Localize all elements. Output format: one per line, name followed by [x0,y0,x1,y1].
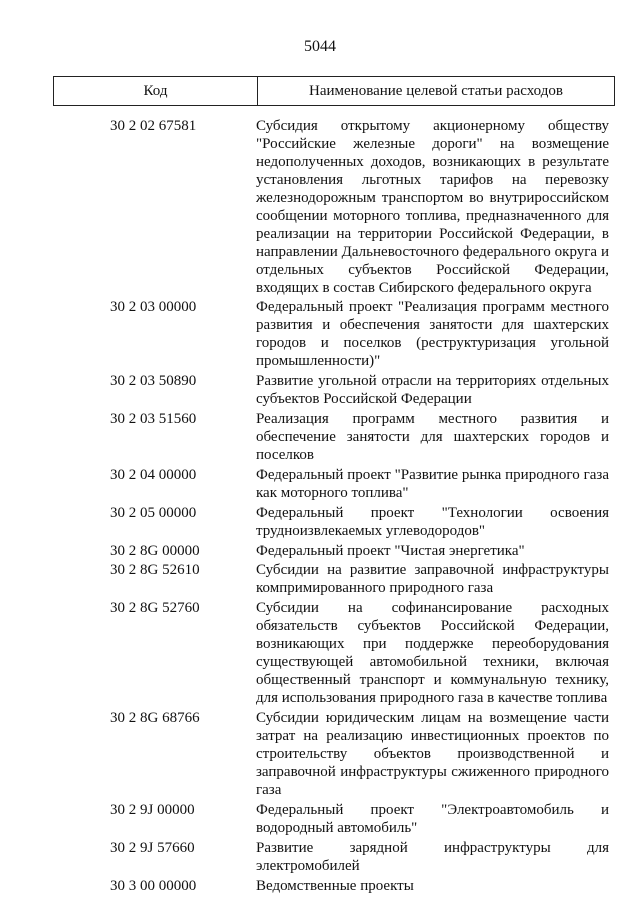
table-row [53,709,615,799]
table-row [53,877,615,895]
row-name: Федеральный проект "Чистая энергетика" [256,543,525,559]
row-code: 30 3 00 00000 [110,878,197,894]
row-code: 30 2 8G 52610 [110,562,200,578]
row-code: 30 2 8G 00000 [110,543,200,559]
table-row [53,801,615,837]
row-code: 30 2 05 00000 [110,505,197,521]
row-name: Федеральный проект "Развитие рынка природного газа как моторного топлива" [256,467,609,501]
page-number: 5044 [304,38,336,55]
table-row [53,839,615,875]
table-row [53,410,615,464]
row-name: Федеральный проект "Технологии освоения трудноизвлекаемых углеводородов" [256,505,609,539]
row-name: Реализация программ местного развития и обеспечение занятости для шахтерских городов и поселков [256,411,609,463]
header-code: Код [54,77,258,105]
table-row [53,561,615,597]
row-name: Федеральный проект "Реализация программ местного развития и обеспечения занятости для шахтерских городов и поселков (реструктуризация угольной промышленности)" [256,299,609,369]
table-row [53,298,615,370]
table-row [53,372,615,408]
row-code: 30 2 03 00000 [110,299,197,315]
row-code: 30 2 02 67581 [110,118,197,134]
row-name: Развитие зарядной инфраструктуры для электромобилей [256,840,609,874]
row-name: Субсидии юридическим лицам на возмещение части затрат на реализацию инвестиционных проектов по строительству объектов производственной и заправочной инфраструктуры сжиженного природного газа [256,710,609,798]
row-code: 30 2 9J 57660 [110,840,195,856]
row-code: 30 2 03 51560 [110,411,197,427]
row-code: 30 2 03 50890 [110,373,197,389]
row-code: 30 2 04 00000 [110,467,197,483]
row-name: Субсидия открытому акционерному обществу "Российские железные дороги" на возмещение недополученных доходов, возникающих в результате установления льготных тарифов на перевозку железнодорожным транспортом во внутрироссийском сообщении моторного топлива, предназначенного для реализации на территории Российской Федерации, в направлении Дальневосточного федерального округа и отдельных субъектов Российской Федерации, входящих в состав Сибирского федерального округа [256,118,609,296]
table-header [53,76,615,106]
row-name: Ведомственные проекты [256,878,414,894]
table-row [53,504,615,540]
row-code: 30 2 9J 00000 [110,802,195,818]
row-name: Федеральный проект "Электроавтомобиль и водородный автомобиль" [256,802,609,836]
row-code: 30 2 8G 52760 [110,600,200,616]
table-row [53,599,615,707]
row-name: Субсидии на развитие заправочной инфраструктуры компримированного природного газа [256,562,609,596]
table-row [53,542,615,560]
table-row [53,466,615,502]
row-name: Развитие угольной отрасли на территориях отдельных субъектов Российской Федерации [256,373,609,407]
table-row [53,117,615,297]
table-body [53,117,615,895]
header-name: Наименование целевой статьи расходов [309,82,563,99]
row-name: Субсидии на софинансирование расходных обязательств субъектов Российской Федерации, возникающих при поддержке переоборудования существующей автомобильной техники, включая общественный транспорт и коммунальную технику, для использования природного газа в качестве топлива [256,600,609,706]
row-code: 30 2 8G 68766 [110,710,200,726]
